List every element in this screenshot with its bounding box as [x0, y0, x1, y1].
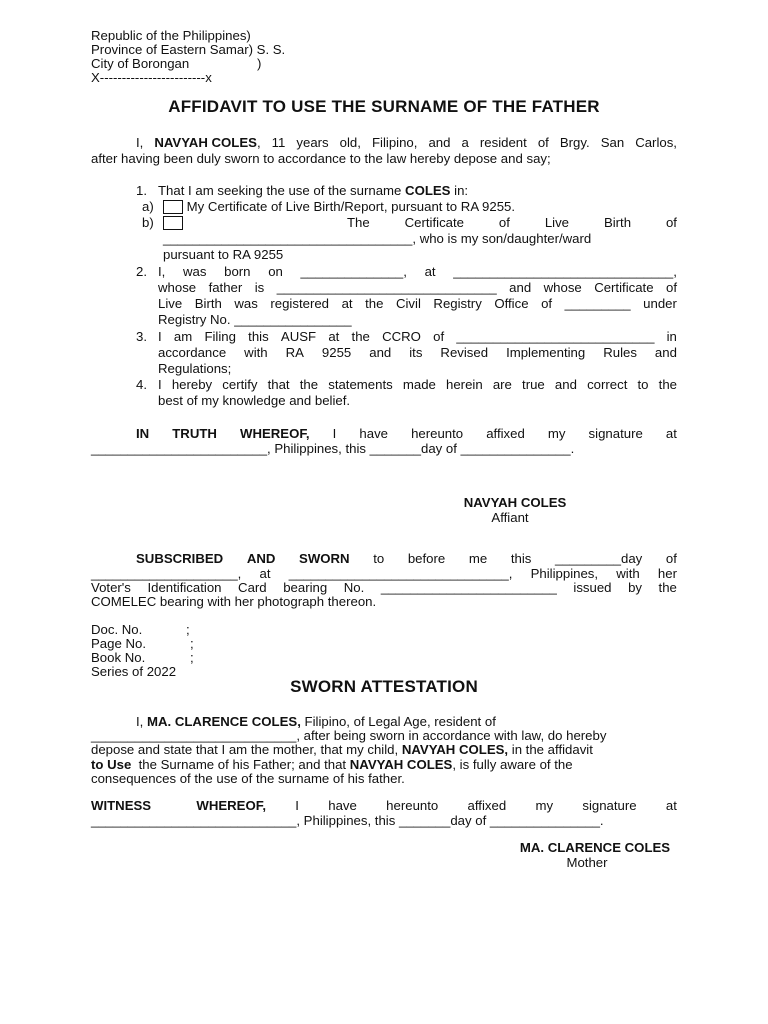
subscribed-line-3 [91, 580, 677, 595]
word: I [332, 426, 337, 441]
word: the [351, 329, 370, 344]
bold-word: TRUTH [172, 426, 217, 441]
word: of [541, 296, 553, 311]
item-2-line-4: Registry No. ________________ [158, 312, 352, 327]
word: San [600, 135, 625, 150]
witness-line-2: ____________________________, Philippines, this _______day of _______________. [91, 813, 604, 828]
word: affixed [467, 798, 507, 813]
word: The [347, 215, 370, 230]
word: am [173, 329, 193, 344]
item-1-pre: That I am seeking the use of the surname [158, 183, 406, 198]
word: in [666, 329, 677, 344]
bold-word: SUBSCRIBED [136, 551, 224, 566]
word: the [365, 296, 384, 311]
word: Office [494, 296, 529, 311]
mother-name-inline: MA. CLARENCE COLES, [147, 714, 301, 729]
word: hereunto [411, 426, 464, 441]
word: father [208, 280, 243, 295]
subscribed-line-2 [91, 566, 677, 581]
mother-role: Mother [566, 855, 608, 870]
word: her [657, 566, 677, 581]
intro-line-2: after having been duly sworn to accordance to the law hereby depose and say; [91, 151, 551, 166]
word: Filing [204, 329, 236, 344]
word: to [637, 377, 649, 392]
item-1-surname: COLES [405, 183, 451, 198]
header-province: Province of Eastern Samar) S. S. [91, 42, 286, 57]
word: Civil [395, 296, 421, 311]
word: true [522, 377, 545, 392]
word: my [535, 798, 554, 813]
word: I, [136, 135, 144, 150]
word: under [643, 296, 677, 311]
word: certify [222, 377, 258, 392]
word: on [268, 264, 283, 279]
word: Carlos, [635, 135, 677, 150]
word: of [433, 329, 445, 344]
word: _________ [564, 296, 631, 311]
attestation-line-5: consequences of the use of the surname of his father. [91, 771, 405, 786]
word: , [256, 135, 261, 150]
attestation-l1-post: Filipino, of Legal Age, resident of [300, 714, 496, 729]
item-1-text [158, 183, 468, 198]
word: its [409, 345, 423, 360]
truth-line-1 [136, 426, 677, 441]
option-a-text: My Certificate of Live Birth/Report, pursuant to RA 9255. [186, 199, 516, 214]
option-b-line-3: pursuant to RA 9255 [163, 247, 284, 262]
name-group [154, 135, 260, 150]
attestation-l1-pre: I, [136, 714, 147, 729]
word: signature [582, 798, 637, 813]
word: ___________________________ [456, 329, 655, 344]
item-3-line-3: Regulations; [158, 361, 232, 376]
word: and [369, 345, 392, 360]
item-4-line-2: best of my knowledge and belief. [158, 393, 351, 408]
word: born [224, 264, 251, 279]
word: was [183, 264, 207, 279]
word: registered [270, 296, 330, 311]
word: to [373, 551, 385, 566]
word: was [234, 296, 258, 311]
item-1-post: in: [450, 183, 469, 198]
word: of [666, 280, 677, 295]
word: affixed [486, 426, 525, 441]
word: Certificate [404, 215, 465, 230]
bold-word: WITNESS [91, 798, 152, 813]
item-2-line-2 [158, 280, 677, 295]
word: I, [158, 264, 166, 279]
word: hereunto [386, 798, 439, 813]
word: Philippines, [530, 566, 599, 581]
word: the [658, 580, 677, 595]
book-no-label: Book No. [91, 650, 146, 665]
word: this [510, 551, 532, 566]
word: Registry [433, 296, 482, 311]
word: and [554, 377, 577, 392]
word: I [158, 377, 162, 392]
doc-no-label: Doc. No. [91, 622, 143, 637]
word: are [492, 377, 512, 392]
word: AUSF [280, 329, 317, 344]
subscribed-line-1 [136, 551, 677, 566]
word: issued [573, 580, 612, 595]
checkbox-b[interactable] [163, 216, 183, 230]
bold-word: SWORN [299, 551, 350, 566]
word: Brgy. [559, 135, 590, 150]
word: years [296, 135, 329, 150]
attestation-title: SWORN ATTESTATION [290, 677, 478, 696]
book-no-semicolon: ; [190, 650, 194, 665]
word: 9255 [321, 345, 352, 360]
word: made [402, 377, 436, 392]
attestation-l4-post: , is fully aware of the [452, 757, 573, 772]
header-republic: Republic of the Philippines) [91, 28, 251, 43]
word: Rules [603, 345, 637, 360]
word: before [407, 551, 446, 566]
word: herein [446, 377, 483, 392]
child-name-inline: NAVYAH COLES, [401, 742, 509, 757]
word: at [328, 329, 340, 344]
word: my [547, 426, 566, 441]
item-1-number: 1. [136, 183, 147, 198]
word: ______________, [300, 264, 407, 279]
word: and [509, 280, 532, 295]
word: Implementing [506, 345, 586, 360]
witness-line-1 [91, 798, 677, 813]
word: Birth [603, 215, 632, 230]
attestation-line-2: ____________________________, after being sworn in accordance with law, do hereby [91, 728, 607, 743]
bold-word: IN [136, 426, 150, 441]
word: of [498, 215, 510, 230]
word: Voter's [91, 580, 131, 595]
header-city: City of Borongan [91, 56, 190, 71]
item-2-line-3 [158, 296, 677, 311]
word: ______________________________ [276, 280, 497, 295]
doc-no-semicolon: ; [186, 622, 190, 637]
word: bearing [283, 580, 328, 595]
word: whose [158, 280, 197, 295]
subscribed-line-4: COMELEC bearing with her photograph thereon. [91, 594, 377, 609]
checkbox-a[interactable] [163, 200, 183, 214]
attestation-line-1 [136, 714, 496, 729]
word: at [341, 296, 353, 311]
word: ______________________________, [453, 264, 677, 279]
word: resident [479, 135, 527, 150]
word: whose [543, 280, 582, 295]
item-2-number: 2. [136, 264, 147, 279]
word: with [616, 566, 640, 581]
word: _________day [554, 551, 643, 566]
word: CCRO [382, 329, 421, 344]
word: at [665, 798, 677, 813]
word: signature [588, 426, 643, 441]
truth-line-2: ________________________, Philippines, this _______day of _______________. [91, 441, 575, 456]
bold-word: WHEREOF, [196, 798, 266, 813]
item-2-line-1 [158, 264, 677, 279]
word: Filipino, [371, 135, 418, 150]
bold-word: WHEREOF, [240, 426, 310, 441]
header-city-paren: ) [257, 56, 262, 71]
word: the [299, 377, 319, 392]
word: Birth [194, 296, 222, 311]
word: with [244, 345, 268, 360]
word: of [665, 215, 677, 230]
word: accordance [158, 345, 227, 360]
word: No. [343, 580, 365, 595]
item-4-number: 4. [136, 377, 147, 392]
word: Revised [440, 345, 489, 360]
word: old, [339, 135, 361, 150]
word: this [248, 329, 269, 344]
word: Certificate [594, 280, 654, 295]
attestation-l3-post: in the affidavit [508, 742, 593, 757]
word: that [267, 377, 290, 392]
item-3-line-1 [158, 329, 677, 344]
to-use-bold: to Use [91, 757, 132, 772]
intro-line-1 [136, 135, 677, 150]
affiant-role: Affiant [491, 510, 529, 525]
word: and [654, 345, 677, 360]
word: is [254, 280, 265, 295]
word: at [424, 264, 436, 279]
word: me [468, 551, 488, 566]
option-b-label: b) [142, 215, 154, 230]
word: Identification [147, 580, 222, 595]
word: of [537, 135, 549, 150]
witness-whereof-bold [91, 798, 266, 813]
word: statements [328, 377, 393, 392]
attestation-l4-mid: the Surname of his Father; and that [131, 757, 350, 772]
word: ______________________________, [288, 566, 513, 581]
document-title: AFFIDAVIT TO USE THE SURNAME OF THE FATHER [168, 97, 600, 116]
option-b-line-2: __________________________________, who is my son/daughter/ward [163, 231, 592, 246]
word: Live [544, 215, 570, 230]
word: have [359, 426, 389, 441]
word: I [158, 329, 162, 344]
attestation-l3-pre: depose and state that I am the mother, that my child, [91, 742, 402, 757]
word: Live [158, 296, 183, 311]
page-no-semicolon: ; [190, 636, 194, 651]
series-label: Series of 2022 [91, 664, 177, 679]
word: and [428, 135, 451, 150]
word: of [665, 551, 677, 566]
option-b-checkbox-wrap [163, 215, 183, 230]
word: Card [238, 580, 267, 595]
word: 11 [271, 135, 286, 150]
affiant-name-inline: NAVYAH COLES [154, 135, 257, 150]
page-no-label: Page No. [91, 636, 146, 651]
header-separator: X------------------------x [91, 70, 212, 85]
attestation-line-3 [91, 742, 593, 757]
child-name-inline-2: NAVYAH COLES [349, 757, 453, 772]
attestation-line-4 [91, 757, 573, 772]
option-a-label: a) [142, 199, 154, 214]
word: I [295, 798, 299, 813]
word: at [259, 566, 271, 581]
word: correct [587, 377, 628, 392]
word: a [461, 135, 469, 150]
word: at [665, 426, 677, 441]
word: ________________________ [380, 580, 557, 595]
word: have [328, 798, 357, 813]
word: ____________________, [91, 566, 242, 581]
option-b-line-1 [347, 215, 677, 230]
bold-word: AND [246, 551, 276, 566]
item-3-line-2 [158, 345, 677, 360]
item-3-number: 3. [136, 329, 147, 344]
mother-name: MA. CLARENCE COLES [519, 840, 671, 855]
word: RA [285, 345, 304, 360]
word: by [628, 580, 642, 595]
word: hereby [171, 377, 213, 392]
item-4-line-1 [158, 377, 677, 392]
affiant-name: NAVYAH COLES [463, 495, 567, 510]
word: the [658, 377, 677, 392]
option-a [163, 199, 515, 214]
